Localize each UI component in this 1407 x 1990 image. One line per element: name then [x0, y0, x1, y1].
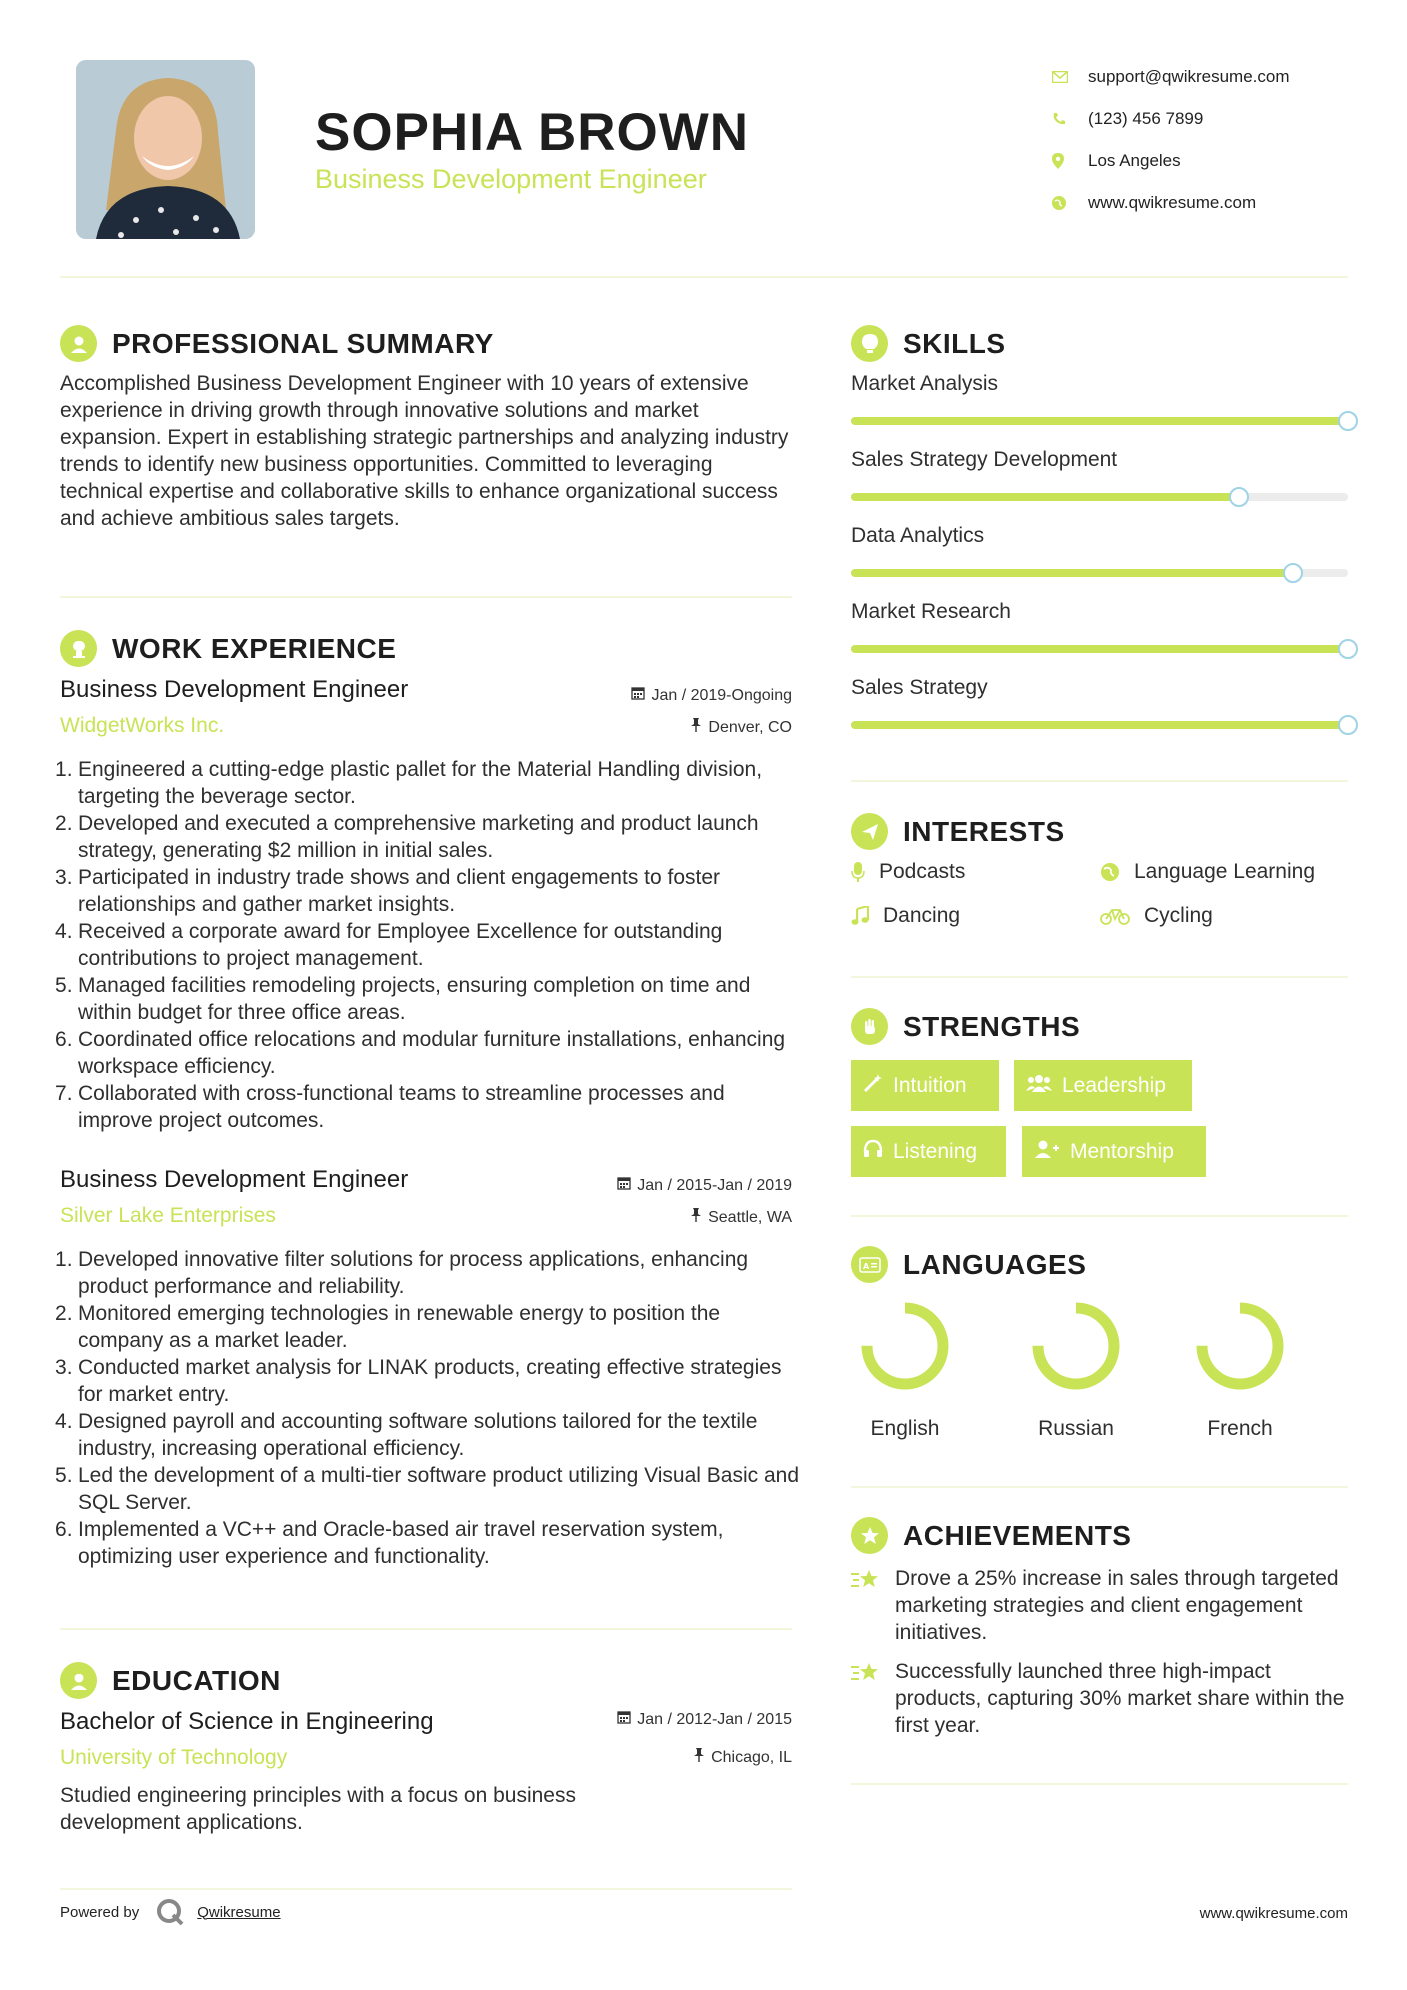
skill-level-fill — [851, 721, 1348, 729]
experience-heading: WORK EXPERIENCE — [60, 630, 396, 667]
candidate-role: Business Development Engineer — [315, 164, 707, 194]
skill-level-bar — [851, 645, 1348, 653]
pushpin-icon — [693, 1748, 705, 1767]
job-dates: Jan / 2019-Ongoing — [631, 686, 792, 705]
skill-level-knob — [1229, 487, 1249, 507]
paper-plane-icon — [851, 813, 888, 850]
achievement-item: Drove a 25% increase in sales through targeted marketing strategies and client engagement initiatives. — [851, 1565, 1351, 1646]
achievement-item: Successfully launched three high-impact products, capturing 30% market share within the first year. — [851, 1658, 1351, 1739]
contact-website[interactable]: www.qwikresume.com — [1050, 182, 1370, 224]
skill-level-bar — [851, 417, 1348, 425]
skill-level-bar — [851, 569, 1348, 577]
skill-name: Market Research — [851, 600, 1011, 623]
candidate-name: SOPHIA BROWN — [315, 103, 750, 162]
music-note-icon — [851, 906, 869, 926]
list-item: Implemented a VC++ and Oracle-based air travel reservation system, optimizing user experience and functionality. — [78, 1518, 724, 1568]
strength-tag-mentorship: Mentorship — [1022, 1126, 1206, 1177]
education-text: Studied engineering principles with a focus on business development applications. — [60, 1784, 576, 1834]
skill-name: Market Analysis — [851, 372, 999, 395]
job-duties — [60, 756, 800, 1134]
list-item: Led the development of a multi-tier software product utilizing Visual Basic and SQL Server. — [78, 1464, 800, 1514]
contact-location: Los Angeles — [1050, 140, 1370, 182]
briefcase-icon — [60, 630, 97, 667]
languages-heading: A LANGUAGES — [851, 1246, 1086, 1283]
language-icon — [851, 1246, 888, 1283]
svg-text:A: A — [862, 1261, 870, 1271]
list-item: Developed innovative filter solutions for process applications, enhancing product performance and reliability. — [78, 1248, 749, 1298]
microphone-icon — [851, 862, 865, 882]
list-item: Coordinated office relocations and modular furniture installations, enhancing workspace efficiency. — [78, 1028, 786, 1078]
skill-level-knob — [1283, 563, 1303, 583]
list-item: Participated in industry trade shows and client engagements to foster relationships and gather market insights. — [78, 866, 721, 916]
qwikresume-logo-icon — [155, 1897, 185, 1927]
languages-divider — [851, 1486, 1348, 1488]
calendar-icon — [617, 1710, 631, 1729]
footer-url[interactable]: www.qwikresume.com — [1199, 1905, 1348, 1922]
skill-name: Data Analytics — [851, 524, 985, 547]
job-company: WidgetWorks Inc. — [60, 714, 225, 737]
language-item — [1185, 1298, 1295, 1441]
list-item: Designed payroll and accounting software solutions tailored for the textile industry, increasing operational efficiency. — [78, 1410, 758, 1460]
job-duties — [60, 1246, 800, 1570]
skill-level-fill — [851, 493, 1239, 501]
summary-text: Accomplished Business Development Engineer with 10 years of extensive experience in driving growth through innovative solutions and market expansion. Expert in establishing strategic partnerships and analyzing industry trends to identify new business opportunities. Committed to leveraging technical expertise and collaborative skills to enhance organizational success and achieve ambitious sales targets. — [60, 372, 789, 530]
pushpin-icon — [690, 718, 702, 737]
strengths-heading: STRENGTHS — [851, 1008, 1080, 1045]
school-name: University of Technology — [60, 1746, 288, 1769]
language-ring — [1028, 1298, 1124, 1394]
graduate-icon — [60, 1662, 97, 1699]
footer-brand-link[interactable]: Qwikresume — [197, 1903, 281, 1921]
skill-level-bar — [851, 493, 1348, 501]
strength-tag-intuition: Intuition — [851, 1060, 999, 1111]
skill-level-fill — [851, 417, 1348, 425]
calendar-icon — [631, 686, 645, 705]
language-ring — [857, 1298, 953, 1394]
shooting-star-icon — [851, 1658, 883, 1739]
globe-icon — [1100, 862, 1120, 882]
contact-email[interactable]: support@qwikresume.com — [1050, 56, 1370, 98]
skill-level-fill — [851, 645, 1348, 653]
interest-item: Podcasts — [851, 860, 965, 884]
job-title: Business Development Engineer — [60, 676, 409, 703]
user-plus-icon — [1034, 1139, 1060, 1165]
education-location: Chicago, IL — [693, 1748, 792, 1767]
lightbulb-icon — [851, 325, 888, 362]
degree-title: Bachelor of Science in Engineering — [60, 1708, 434, 1735]
interest-item: Language Learning — [1100, 860, 1315, 884]
language-item — [850, 1298, 960, 1441]
header-divider — [60, 276, 1348, 278]
phone-icon — [1050, 112, 1088, 126]
interests-heading: INTERESTS — [851, 813, 1065, 850]
skill-level-fill — [851, 569, 1293, 577]
job-title: Business Development Engineer — [60, 1166, 409, 1193]
contact-phone[interactable]: (123) 456 7899 — [1050, 98, 1370, 140]
hand-icon — [851, 1008, 888, 1045]
summary-heading: PROFESSIONAL SUMMARY — [60, 325, 494, 362]
shooting-star-icon — [851, 1565, 883, 1646]
education-dates: Jan / 2012-Jan / 2015 — [617, 1710, 792, 1729]
strength-tag-listening: Listening — [851, 1126, 1006, 1177]
language-item — [1021, 1298, 1131, 1441]
calendar-icon — [617, 1176, 631, 1195]
achievements-heading: ACHIEVEMENTS — [851, 1517, 1131, 1554]
list-item: Conducted market analysis for LINAK products, creating effective strategies for market entry. — [78, 1356, 782, 1406]
language-label: French — [1207, 1417, 1273, 1440]
language-label: English — [870, 1417, 940, 1440]
star-badge-icon — [851, 1517, 888, 1554]
list-item: Monitored emerging technologies in renewable energy to position the company as a market leader. — [78, 1302, 721, 1352]
map-pin-icon — [1050, 153, 1088, 169]
language-ring — [1192, 1298, 1288, 1394]
pushpin-icon — [690, 1208, 702, 1227]
skill-name: Sales Strategy Development — [851, 448, 1118, 471]
contact-list — [1050, 56, 1370, 224]
strength-tag-leadership: Leadership — [1014, 1060, 1192, 1111]
skill-level-knob — [1338, 411, 1358, 431]
skill-level-bar — [851, 721, 1348, 729]
interests-divider — [851, 976, 1348, 978]
globe-icon — [1050, 196, 1088, 210]
interest-item: Dancing — [851, 904, 960, 928]
job-dates: Jan / 2015-Jan / 2019 — [617, 1176, 792, 1195]
skills-heading: SKILLS — [851, 325, 1006, 362]
footer-powered-by: Powered by Qwikresume — [60, 1897, 281, 1927]
skill-level-knob — [1338, 639, 1358, 659]
list-item: Collaborated with cross-functional teams to streamline processes and improve project outcomes. — [78, 1082, 725, 1132]
profile-photo — [76, 60, 255, 239]
magic-wand-icon — [863, 1073, 883, 1099]
job-location: Seattle, WA — [690, 1208, 792, 1227]
users-icon — [1026, 1073, 1052, 1099]
skill-name: Sales Strategy — [851, 676, 988, 699]
language-label: Russian — [1038, 1417, 1114, 1440]
achievements-divider — [851, 1783, 1348, 1785]
experience-divider — [60, 1628, 792, 1630]
job-location: Denver, CO — [690, 718, 792, 737]
bicycle-icon — [1100, 907, 1130, 925]
skill-level-knob — [1338, 715, 1358, 735]
strengths-divider — [851, 1215, 1348, 1217]
list-item: Engineered a cutting-edge plastic pallet for the Material Handling division, targeting the beverage sector. — [78, 758, 763, 808]
skills-divider — [851, 780, 1348, 782]
headphones-icon — [863, 1139, 883, 1165]
education-heading: EDUCATION — [60, 1662, 281, 1699]
summary-divider — [60, 596, 792, 598]
user-icon — [60, 325, 97, 362]
footer-divider — [60, 1888, 792, 1890]
envelope-icon — [1050, 71, 1088, 83]
job-company: Silver Lake Enterprises — [60, 1204, 276, 1227]
list-item: Developed and executed a comprehensive marketing and product launch strategy, generating $2 million in initial sales. — [78, 812, 759, 862]
list-item: Received a corporate award for Employee Excellence for outstanding contributions to project management. — [78, 920, 723, 970]
interest-item: Cycling — [1100, 904, 1213, 928]
list-item: Managed facilities remodeling projects, ensuring completion on time and within budget for three office areas. — [78, 974, 751, 1024]
